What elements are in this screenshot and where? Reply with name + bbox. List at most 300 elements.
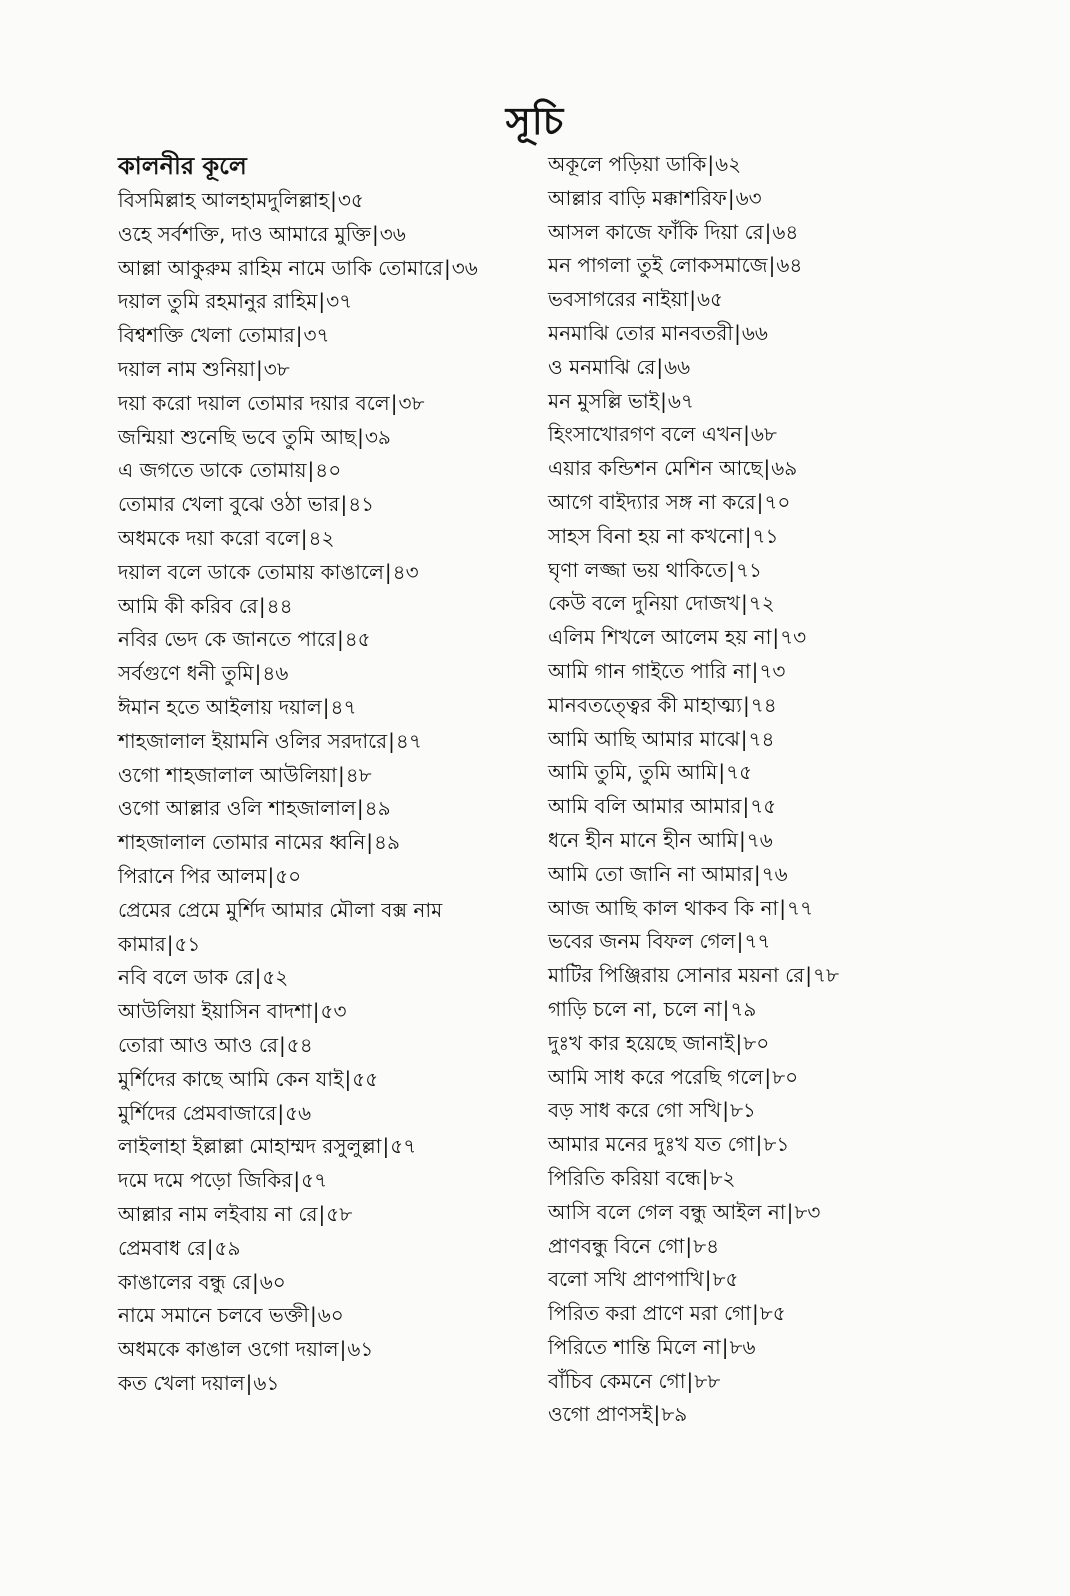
toc-separator: | bbox=[756, 489, 764, 514]
toc-entry-page: ৪৫ bbox=[344, 627, 371, 652]
toc-entry-title: অধমকে দয়া করো বলে bbox=[118, 525, 300, 550]
toc-separator: | bbox=[371, 221, 379, 246]
toc-separator: | bbox=[384, 559, 392, 584]
toc-entry-title: এ জগতে ডাকে তোমায় bbox=[118, 458, 307, 483]
toc-entry bbox=[118, 691, 523, 725]
toc-separator: | bbox=[718, 760, 726, 785]
toc-entry bbox=[548, 689, 1018, 723]
toc-entry bbox=[118, 1130, 523, 1164]
toc-entry bbox=[548, 587, 1018, 621]
toc-entry bbox=[118, 488, 523, 522]
toc-entry bbox=[548, 418, 1018, 452]
toc-entry-title: আমি বলি আমার আমার bbox=[548, 794, 742, 819]
toc-separator: | bbox=[277, 1100, 285, 1125]
toc-entry-title: শাহজালাল তোমার নামের ধ্বনি bbox=[118, 830, 366, 855]
page-title: সূচি bbox=[505, 99, 565, 143]
toc-entry-page: ৭৬ bbox=[761, 861, 788, 886]
toc-entry-page: ৩৮ bbox=[398, 390, 425, 415]
toc-entry-title: আল্লার নাম লইবায় না রে bbox=[118, 1201, 318, 1226]
toc-entry-page: ৮৬ bbox=[729, 1334, 756, 1359]
toc-entry bbox=[548, 1196, 1018, 1230]
toc-entry bbox=[118, 1164, 523, 1198]
toc-entry-title: নামে সমানে চলবে ভক্তী bbox=[118, 1303, 309, 1328]
toc-separator: | bbox=[444, 255, 451, 280]
toc-entry bbox=[548, 351, 1018, 385]
toc-separator: | bbox=[330, 188, 337, 212]
toc-entry-page: ৪৬ bbox=[262, 661, 289, 686]
toc-entry bbox=[548, 993, 1018, 1027]
toc-separator: | bbox=[254, 661, 262, 686]
toc-separator: | bbox=[295, 323, 303, 348]
toc-entry bbox=[118, 1029, 523, 1063]
toc-separator: | bbox=[293, 1168, 301, 1193]
toc-separator: | bbox=[309, 1303, 317, 1328]
toc-entry-page: ৮৪ bbox=[693, 1233, 720, 1258]
toc-separator: | bbox=[388, 728, 395, 753]
toc-entry-title: নবি বলে ডাক রে bbox=[118, 965, 254, 990]
toc-entry-page: ৩৭ bbox=[303, 323, 330, 348]
toc-entry-title: মন মুসল্লি ভাই bbox=[548, 388, 660, 413]
toc-entry-title: এলিম শিখলে আলেম হয় না bbox=[548, 625, 772, 650]
toc-entry bbox=[118, 353, 523, 387]
toc-entry-title: শাহজালাল ইয়ামনি ওলির সরদারে bbox=[118, 728, 388, 753]
toc-separator: | bbox=[763, 456, 771, 481]
toc-entry bbox=[118, 961, 523, 995]
toc-entry bbox=[118, 387, 523, 421]
toc-entry-title: দুঃখ কার হয়েছে জানাই bbox=[548, 1030, 735, 1055]
toc-entry bbox=[548, 1297, 1018, 1331]
toc-separator: | bbox=[741, 591, 748, 616]
toc-entry-title: আমি গান গাইতে পারি না bbox=[548, 658, 751, 683]
toc-entry-title: আমি তো জানি না আমার bbox=[548, 861, 753, 886]
toc-entry-title: দয়াল বলে ডাকে তোমায় কাঙালে bbox=[118, 559, 384, 584]
toc-separator: | bbox=[740, 726, 748, 751]
toc-entry bbox=[548, 148, 1018, 182]
toc-entry-page: ৫৮ bbox=[326, 1201, 353, 1226]
toc-separator: | bbox=[340, 492, 348, 517]
toc-entry-page: ৬৬ bbox=[664, 354, 691, 379]
toc-entry-page: ৮১ bbox=[729, 1098, 756, 1123]
toc-entry-title: দয়া করো দয়াল তোমার দয়ার বলে bbox=[118, 390, 390, 415]
toc-entry-title: মন পাগলা তুই লোকসমাজে bbox=[548, 253, 768, 278]
toc-entry-title: অকূলে পড়িয়া ডাকি bbox=[548, 152, 707, 176]
toc-entry-title: আল্লা আকুরুম রাহিম নামে ডাকি তোমারে bbox=[118, 255, 444, 280]
toc-entry-title: প্রাণবন্ধু বিনে গো bbox=[548, 1233, 685, 1258]
toc-left-entries bbox=[118, 184, 523, 1401]
toc-entry-page: ৮৩ bbox=[794, 1199, 821, 1224]
toc-entry-title: প্রেমবাধ রে bbox=[118, 1235, 206, 1260]
toc-entry bbox=[118, 1266, 523, 1300]
toc-entry-title: নবির ভেদ কে জানতে পারে bbox=[118, 627, 336, 652]
toc-separator: | bbox=[742, 794, 750, 819]
toc-entry-page: ৪১ bbox=[348, 492, 375, 517]
toc-entry bbox=[118, 759, 523, 793]
toc-entry-page: ৮৫ bbox=[712, 1267, 739, 1292]
toc-entry-title: ও মনমাঝি রে bbox=[548, 354, 656, 379]
toc-entry bbox=[118, 657, 523, 691]
toc-entry-title: কাঙালের বন্ধু রে bbox=[118, 1269, 252, 1294]
toc-entry bbox=[548, 824, 1018, 858]
toc-entry bbox=[548, 723, 1018, 757]
toc-separator: | bbox=[357, 424, 364, 449]
toc-separator: | bbox=[685, 1233, 693, 1258]
toc-entry-page: ৪৯ bbox=[374, 830, 401, 855]
toc-separator: | bbox=[753, 861, 761, 886]
toc-separator: | bbox=[344, 1066, 352, 1091]
toc-separator: | bbox=[764, 1064, 772, 1089]
toc-entry-page: ৪৭ bbox=[330, 694, 357, 719]
toc-entry bbox=[118, 1198, 523, 1232]
toc-entry bbox=[118, 1063, 523, 1097]
toc-entry-page: ৩৫ bbox=[337, 188, 364, 212]
toc-separator: | bbox=[772, 625, 780, 650]
toc-separator: | bbox=[701, 1165, 709, 1190]
toc-entry-title: ওগো প্রাণসই bbox=[548, 1402, 653, 1427]
toc-entry-page: ৫৪ bbox=[286, 1032, 313, 1057]
toc-entry bbox=[118, 522, 523, 556]
toc-entry-title: জন্মিয়া শুনেছি ভবে তুমি আছ bbox=[118, 424, 357, 449]
toc-entry-page: ৪৭ bbox=[395, 728, 422, 753]
toc-entry-title: ঈমান হতে আইলায় দয়াল bbox=[118, 694, 322, 719]
toc-separator: | bbox=[768, 253, 776, 278]
toc-separator: | bbox=[336, 627, 344, 652]
toc-entry-page: ৩৬ bbox=[379, 221, 406, 246]
toc-separator: | bbox=[653, 1402, 661, 1427]
toc-entry-page: ৫৯ bbox=[214, 1235, 241, 1260]
toc-entry bbox=[118, 928, 523, 962]
toc-entry-title: পিরিতে শান্তি মিলে না bbox=[548, 1334, 721, 1359]
toc-separator: | bbox=[738, 827, 746, 852]
toc-separator: | bbox=[366, 830, 374, 855]
toc-entry-title: মানবতত্ত্বের কী মাহাত্ম্য bbox=[548, 692, 742, 717]
toc-separator: | bbox=[744, 523, 752, 548]
toc-entry bbox=[548, 1094, 1018, 1128]
toc-entry-title: বড় সাধ করে গো সখি bbox=[548, 1098, 722, 1123]
section-heading: কালনীর কূলে bbox=[118, 152, 247, 180]
toc-entry-title: বিশ্বশক্তি খেলা তোমার bbox=[118, 323, 295, 348]
toc-entry-page: ৭৩ bbox=[780, 625, 807, 650]
toc-separator: | bbox=[742, 692, 750, 717]
toc-entry-page: ৬৮ bbox=[750, 422, 777, 447]
toc-separator: | bbox=[728, 557, 735, 582]
toc-separator: | bbox=[755, 1132, 763, 1157]
toc-right-column bbox=[548, 148, 1018, 1432]
toc-entry-title: তোমার খেলা বুঝে ওঠা ভার bbox=[118, 492, 340, 517]
toc-entry-title: আমি তুমি, তুমি আমি bbox=[548, 760, 718, 785]
toc-entry bbox=[118, 421, 523, 455]
toc-left-column bbox=[118, 148, 523, 1401]
toc-entry bbox=[548, 655, 1018, 689]
toc-separator: | bbox=[300, 525, 308, 550]
toc-entry-title: মনমাঝি তোর মানবতরী bbox=[548, 320, 734, 345]
toc-separator: | bbox=[786, 1199, 794, 1224]
toc-entry-title: সর্বগুণে ধনী তুমি bbox=[118, 661, 254, 686]
toc-separator: | bbox=[312, 999, 320, 1024]
toc-entry-page: ৪০ bbox=[315, 458, 342, 483]
toc-entry-title: কেউ বলে দুনিয়া দোজখ bbox=[548, 591, 741, 616]
toc-separator: | bbox=[256, 356, 263, 381]
toc-entry bbox=[118, 184, 523, 218]
toc-entry-page: ৩৮ bbox=[263, 356, 290, 381]
toc-entry bbox=[118, 319, 523, 353]
toc-entry-page: ৪৯ bbox=[364, 796, 391, 821]
toc-separator: | bbox=[382, 1134, 390, 1159]
toc-entry bbox=[118, 1333, 523, 1367]
toc-entry-title: আউলিয়া ইয়াসিন বাদশা bbox=[118, 999, 312, 1024]
toc-entry-title: এয়ার কন্ডিশন মেশিন আছে bbox=[548, 456, 763, 481]
toc-separator: | bbox=[686, 1368, 694, 1393]
toc-separator: | bbox=[245, 1370, 253, 1395]
toc-entry bbox=[548, 283, 1018, 317]
toc-entry-page: ৬৭ bbox=[667, 388, 694, 413]
toc-entry-page: ৮৫ bbox=[759, 1301, 786, 1326]
toc-entry-page: ৬০ bbox=[317, 1303, 344, 1328]
toc-entry-page: ৫২ bbox=[262, 965, 289, 990]
toc-entry-title: কামার bbox=[118, 931, 166, 956]
toc-separator: | bbox=[337, 762, 345, 787]
toc-entry-page: ৬১ bbox=[253, 1370, 280, 1395]
toc-entry-title: আসল কাজে ফাঁকি দিয়া রে bbox=[548, 219, 764, 244]
toc-separator: | bbox=[206, 1235, 214, 1260]
toc-entry bbox=[118, 454, 523, 488]
toc-separator: | bbox=[743, 422, 750, 447]
toc-entry bbox=[548, 249, 1018, 283]
toc-entry-page: ৬৩ bbox=[735, 185, 762, 210]
toc-entry-page: ৮২ bbox=[709, 1165, 736, 1190]
toc-entry bbox=[118, 285, 523, 319]
toc-separator: | bbox=[734, 320, 741, 345]
toc-separator: | bbox=[267, 863, 275, 888]
toc-entry bbox=[118, 1299, 523, 1333]
toc-entry-page: ৩৯ bbox=[364, 424, 391, 449]
toc-entry-title: মুর্শিদের প্রেমবাজারে bbox=[118, 1100, 277, 1125]
toc-entry-page: ৮৯ bbox=[661, 1402, 688, 1427]
toc-right-entries bbox=[548, 148, 1018, 1432]
toc-entry bbox=[548, 452, 1018, 486]
toc-entry-title: পিরিতি করিয়া বন্ধে bbox=[548, 1165, 701, 1190]
toc-entry bbox=[118, 1232, 523, 1266]
toc-separator: | bbox=[751, 658, 759, 683]
toc-entry bbox=[548, 385, 1018, 419]
toc-entry-page: ৭৫ bbox=[750, 794, 777, 819]
toc-entry-page: ৮৮ bbox=[694, 1368, 721, 1393]
toc-entry bbox=[548, 317, 1018, 351]
toc-separator: | bbox=[727, 185, 735, 210]
toc-entry-title: বলো সখি প্রাণপাখি bbox=[548, 1267, 704, 1292]
toc-entry-page: ৪২ bbox=[308, 525, 335, 550]
toc-separator: | bbox=[254, 965, 262, 990]
toc-entry-title: আল্লার বাড়ি মক্কাশরিফ bbox=[548, 185, 727, 210]
toc-entry bbox=[548, 858, 1018, 892]
toc-entry bbox=[548, 1162, 1018, 1196]
toc-entry bbox=[118, 894, 523, 928]
toc-entry-page: ৩৬ bbox=[451, 255, 478, 280]
toc-entry-page: ৭৪ bbox=[748, 726, 775, 751]
toc-entry bbox=[118, 1097, 523, 1131]
toc-entry-title: আজ আছি কাল থাকব কি না bbox=[548, 895, 779, 920]
toc-separator: | bbox=[318, 1201, 326, 1226]
toc-entry-title: আমার মনের দুঃখ যত গো bbox=[548, 1132, 755, 1157]
toc-entry-page: ৫৩ bbox=[320, 999, 347, 1024]
toc-entry bbox=[548, 1128, 1018, 1162]
toc-entry bbox=[548, 486, 1018, 520]
toc-separator: | bbox=[736, 929, 744, 954]
toc-separator: | bbox=[805, 963, 812, 988]
toc-entry-title: আগে বাইদ্যার সঙ্গ না করে bbox=[548, 489, 756, 514]
toc-entry-page: ৬৬ bbox=[741, 320, 768, 345]
toc-separator: | bbox=[764, 219, 772, 244]
toc-entry-page: ৭১ bbox=[735, 557, 762, 582]
toc-entry-page: ৫১ bbox=[174, 931, 201, 956]
toc-entry-page: ৬৪ bbox=[776, 253, 803, 278]
toc-entry-page: ৭১ bbox=[752, 523, 779, 548]
toc-separator: | bbox=[322, 694, 330, 719]
toc-entry-page: ৭৮ bbox=[813, 963, 839, 988]
toc-entry-title: ওগো আল্লার ওলি শাহজালাল bbox=[118, 796, 356, 821]
toc-separator: | bbox=[356, 796, 364, 821]
toc-entry-title: দয়াল তুমি রহমানুর রাহিম bbox=[118, 289, 318, 314]
toc-entry-page: ৩৭ bbox=[326, 289, 353, 314]
toc-entry-page: ৪৪ bbox=[266, 593, 293, 618]
toc-separator: | bbox=[704, 1267, 712, 1292]
toc-entry-page: ৭৫ bbox=[726, 760, 753, 785]
toc-entry bbox=[548, 756, 1018, 790]
toc-separator: | bbox=[258, 593, 266, 618]
toc-entry-title: ধনে হীন মানে হীন আমি bbox=[548, 827, 738, 852]
toc-entry bbox=[548, 216, 1018, 250]
toc-entry bbox=[118, 556, 523, 590]
toc-separator: | bbox=[722, 996, 730, 1021]
toc-entry-page: ৭৭ bbox=[744, 929, 771, 954]
toc-entry-page: ৮০ bbox=[743, 1030, 770, 1055]
toc-entry bbox=[118, 218, 523, 252]
toc-entry-title: পিরানে পির আলম bbox=[118, 863, 267, 888]
toc-entry-page: ৪৩ bbox=[392, 559, 419, 584]
toc-separator: | bbox=[318, 289, 326, 314]
toc-entry-title: বাঁচিব কেমনে গো bbox=[548, 1368, 686, 1393]
toc-separator: | bbox=[721, 1334, 729, 1359]
toc-entry bbox=[548, 925, 1018, 959]
toc-entry bbox=[548, 1263, 1018, 1297]
toc-entry-page: ৭৬ bbox=[746, 827, 773, 852]
toc-entry-title: দয়াল নাম শুনিয়া bbox=[118, 356, 256, 381]
toc-entry bbox=[548, 621, 1018, 655]
toc-entry-title: দমে দমে পড়ো জিকির bbox=[118, 1168, 293, 1193]
toc-entry bbox=[118, 860, 523, 894]
toc-entry-title: ভবসাগরের নাইয়া bbox=[548, 287, 689, 312]
toc-entry bbox=[118, 1367, 523, 1401]
toc-separator: | bbox=[779, 895, 786, 920]
toc-entry bbox=[548, 1331, 1018, 1365]
toc-entry-page: ৬২ bbox=[715, 152, 742, 176]
toc-entry-page: ৬০ bbox=[259, 1269, 286, 1294]
toc-entry-title: প্রেমের প্রেমে মুর্শিদ আমার মৌলা বক্স নাম bbox=[118, 897, 443, 922]
toc-entry-title: মুর্শিদের কাছে আমি কেন যাই bbox=[118, 1066, 344, 1091]
toc-entry-page: ৭৯ bbox=[730, 996, 757, 1021]
toc-entry bbox=[118, 590, 523, 624]
toc-entry-title: লাইলাহা ইল্লাল্লা মোহাম্মদ রসুলুল্লা bbox=[118, 1134, 382, 1159]
toc-separator: | bbox=[735, 1030, 743, 1055]
toc-entry-title: ওহে সর্বশক্তি, দাও আমারে মুক্তি bbox=[118, 221, 371, 246]
toc-entry bbox=[548, 182, 1018, 216]
toc-entry-page: ৬৫ bbox=[697, 287, 724, 312]
toc-entry-title: আমি সাধ করে পরেছি গলে bbox=[548, 1064, 764, 1089]
toc-entry bbox=[548, 520, 1018, 554]
toc-entry-title: সাহস বিনা হয় না কখনো bbox=[548, 523, 744, 548]
toc-entry-title: বিসমিল্লাহ আলহামদুলিল্লাহ bbox=[118, 188, 330, 212]
toc-entry-title: ওগো শাহজালাল আউলিয়া bbox=[118, 762, 337, 787]
toc-separator: | bbox=[752, 1301, 759, 1326]
toc-entry bbox=[118, 792, 523, 826]
toc-entry bbox=[548, 790, 1018, 824]
toc-entry bbox=[118, 252, 523, 286]
toc-entry-page: ৪৮ bbox=[345, 762, 372, 787]
toc-separator: | bbox=[166, 931, 174, 956]
toc-entry bbox=[118, 826, 523, 860]
toc-entry-title: আমি আছি আমার মাঝে bbox=[548, 726, 740, 751]
toc-entry-title: তোরা আও আও রে bbox=[118, 1032, 279, 1057]
toc-entry bbox=[548, 892, 1018, 926]
toc-entry-title: ঘৃণা লজ্জা ভয় থাকিতে bbox=[548, 557, 728, 582]
toc-entry-page: ৫৬ bbox=[285, 1100, 312, 1125]
toc-entry-page: ৬৯ bbox=[771, 456, 798, 481]
toc-entry-title: গাড়ি চলে না, চলে না bbox=[548, 996, 722, 1021]
toc-separator: | bbox=[656, 354, 664, 379]
toc-entry bbox=[118, 725, 523, 759]
toc-entry bbox=[548, 1230, 1018, 1264]
toc-entry-title: আমি কী করিব রে bbox=[118, 593, 258, 618]
toc-entry bbox=[548, 1365, 1018, 1399]
toc-entry-page: ৮০ bbox=[772, 1064, 799, 1089]
toc-separator: | bbox=[390, 390, 398, 415]
toc-entry-page: ৮১ bbox=[763, 1132, 790, 1157]
toc-separator: | bbox=[660, 388, 667, 413]
toc-entry-page: ৬১ bbox=[347, 1337, 374, 1362]
toc-entry bbox=[548, 1027, 1018, 1061]
toc-separator: | bbox=[339, 1337, 347, 1362]
toc-entry-title: মাটির পিঞ্জিরায় সোনার ময়না রে bbox=[548, 963, 805, 988]
toc-entry bbox=[548, 1398, 1018, 1432]
toc-entry-page: ৭৭ bbox=[786, 895, 813, 920]
toc-entry-page: ৭৪ bbox=[750, 692, 777, 717]
toc-separator: | bbox=[307, 458, 315, 483]
toc-entry-page: ৬৪ bbox=[772, 219, 799, 244]
toc-entry bbox=[118, 995, 523, 1029]
toc-separator: | bbox=[707, 152, 715, 176]
toc-entry-title: পিরিত করা প্রাণে মরা গো bbox=[548, 1301, 752, 1326]
toc-entry-page: ৫৭ bbox=[301, 1168, 328, 1193]
toc-entry bbox=[548, 959, 1018, 993]
toc-entry-title: ভবের জনম বিফল গেল bbox=[548, 929, 736, 954]
toc-separator: | bbox=[722, 1098, 729, 1123]
toc-separator: | bbox=[252, 1269, 259, 1294]
toc-entry-page: ৭০ bbox=[764, 489, 791, 514]
toc-separator: | bbox=[689, 287, 697, 312]
toc-entry-page: ৭৩ bbox=[759, 658, 786, 683]
toc-entry-title: কত খেলা দয়াল bbox=[118, 1370, 245, 1395]
toc-entry-page: ৭২ bbox=[748, 591, 775, 616]
toc-entry bbox=[548, 554, 1018, 588]
toc-entry-title: আসি বলে গেল বন্ধু আইল না bbox=[548, 1199, 786, 1224]
toc-entry-title: অধমকে কাঙাল ওগো দয়াল bbox=[118, 1337, 339, 1362]
toc-entry-page: ৫৫ bbox=[352, 1066, 379, 1091]
toc-entry-page: ৫৭ bbox=[390, 1134, 417, 1159]
toc-separator: | bbox=[279, 1032, 286, 1057]
toc-entry bbox=[118, 623, 523, 657]
toc-entry-page: ৫০ bbox=[275, 863, 302, 888]
toc-entry bbox=[548, 1061, 1018, 1095]
toc-entry-title: হিংসাখোরগণ বলে এখন bbox=[548, 422, 743, 447]
